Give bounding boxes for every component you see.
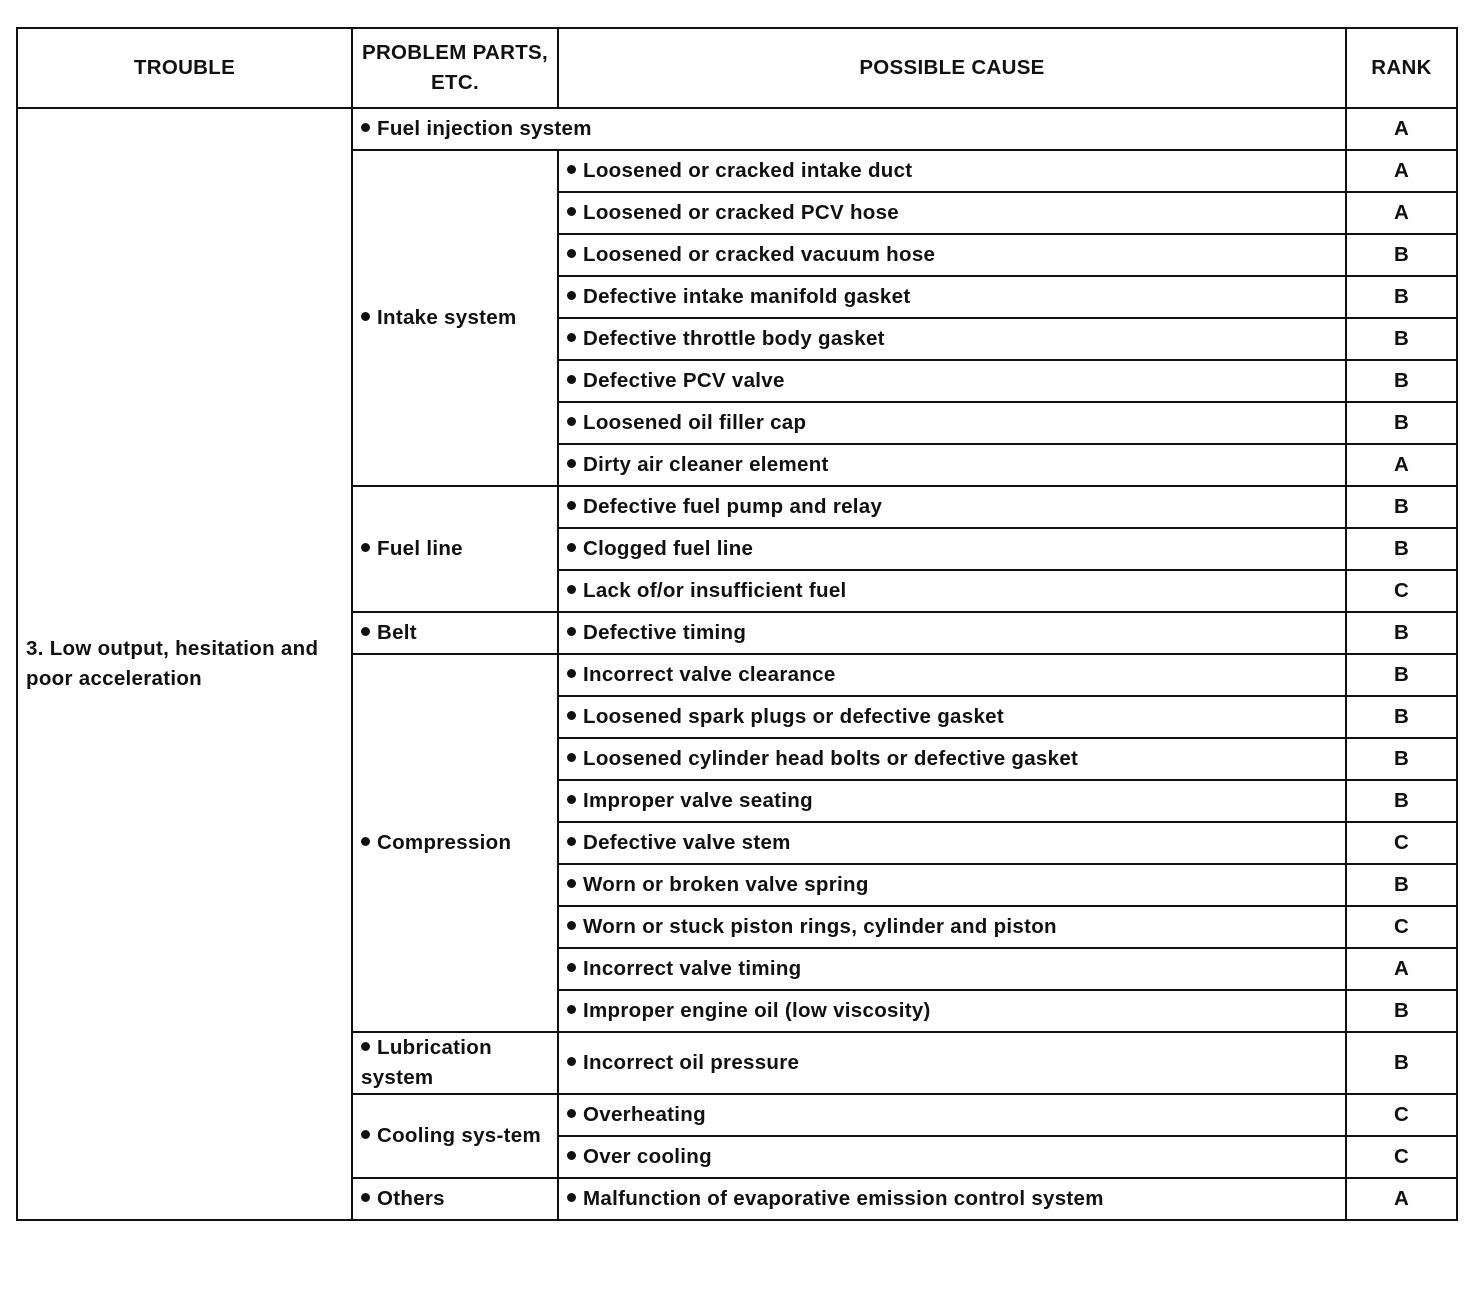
bullet-icon [567,333,576,342]
bullet-icon [567,249,576,258]
bullet-icon [567,795,576,804]
problem-part-label: Fuel injection system [377,117,592,140]
cause-cell [558,150,1346,192]
bullet-icon [567,879,576,888]
rank-cell: B [1346,318,1457,360]
rank-cell: B [1346,612,1457,654]
cause-cell [558,990,1346,1032]
cause-cell [558,696,1346,738]
cause-cell [558,234,1346,276]
cause-cell [558,738,1346,780]
header-problem-parts: PROBLEM PARTS, ETC. [352,28,558,108]
trouble-cell: 3. Low output, hesitation and poor acceleration [17,108,352,1220]
bullet-icon [567,837,576,846]
problem-part-label: Others [377,1187,445,1210]
rank-cell: B [1346,276,1457,318]
cause-label: Overheating [583,1103,706,1126]
bullet-icon [567,711,576,720]
problem-part-label: Intake system [377,306,517,329]
rank-cell: B [1346,234,1457,276]
cause-cell [558,612,1346,654]
cause-label: Dirty air cleaner element [583,453,829,476]
cause-cell [558,948,1346,990]
rank-cell: A [1346,150,1457,192]
cause-label: Loosened oil filler cap [583,411,807,434]
cause-label: Over cooling [583,1145,712,1168]
problem-part-cooling-sys-tem [352,1094,558,1178]
cause-label: Worn or broken valve spring [583,873,869,896]
cause-label: Defective valve stem [583,831,791,854]
bullet-icon [567,459,576,468]
rank-cell: C [1346,1094,1457,1136]
rank-cell: B [1346,486,1457,528]
rank-cell: B [1346,864,1457,906]
problem-part-fuel-injection-system [352,108,1346,150]
cause-cell [558,318,1346,360]
cause-label: Loosened spark plugs or defective gasket [583,705,1004,728]
rank-cell: B [1346,360,1457,402]
cause-cell [558,780,1346,822]
cause-label: Incorrect oil pressure [583,1051,800,1074]
header-row [17,28,1457,108]
cause-cell [558,402,1346,444]
problem-part-fuel-line [352,486,558,612]
cause-label: Malfunction of evaporative emission control system [583,1187,1104,1210]
bullet-icon [567,1193,576,1202]
bullet-icon [567,417,576,426]
bullet-icon [567,375,576,384]
rank-cell: A [1346,108,1457,150]
problem-part-lubrication-system [352,1032,558,1094]
cause-cell [558,1136,1346,1178]
problem-part-intake-system [352,150,558,486]
cause-cell [558,444,1346,486]
cause-cell [558,1032,1346,1094]
cause-label: Defective fuel pump and relay [583,495,883,518]
cause-label: Defective throttle body gasket [583,327,885,350]
problem-part-label: Fuel line [377,537,463,560]
problem-part-label: Compression [377,831,512,854]
cause-cell [558,654,1346,696]
bullet-icon [361,1042,370,1051]
rank-cell: B [1346,1032,1457,1094]
bullet-icon [361,1193,370,1202]
bullet-icon [567,669,576,678]
bullet-icon [567,585,576,594]
bullet-icon [361,1130,370,1139]
bullet-icon [567,963,576,972]
table-row [17,108,1457,150]
cause-cell [558,276,1346,318]
bullet-icon [567,627,576,636]
bullet-icon [361,123,370,132]
cause-cell [558,570,1346,612]
cause-label: Loosened or cracked PCV hose [583,201,899,224]
cause-label: Incorrect valve clearance [583,663,836,686]
table-body [17,108,1457,1220]
cause-cell [558,192,1346,234]
cause-label: Loosened cylinder head bolts or defective gasket [583,747,1079,770]
cause-label: Clogged fuel line [583,537,754,560]
rank-cell: B [1346,654,1457,696]
problem-part-others [352,1178,558,1220]
bullet-icon [567,165,576,174]
bullet-icon [567,1151,576,1160]
cause-label: Defective intake manifold gasket [583,285,911,308]
cause-label: Loosened or cracked intake duct [583,159,913,182]
rank-cell: A [1346,1178,1457,1220]
table-header [17,28,1457,108]
cause-cell [558,906,1346,948]
bullet-icon [567,753,576,762]
header-trouble: TROUBLE [17,28,352,108]
rank-cell: C [1346,906,1457,948]
problem-part-label: Cooling sys-tem [377,1124,541,1147]
header-possible-cause: POSSIBLE CAUSE [558,28,1346,108]
cause-label: Worn or stuck piston rings, cylinder and piston [583,915,1057,938]
bullet-icon [361,543,370,552]
cause-cell [558,1094,1346,1136]
rank-cell: A [1346,192,1457,234]
cause-cell [558,864,1346,906]
bullet-icon [567,1109,576,1118]
rank-cell: A [1346,444,1457,486]
cause-label: Defective PCV valve [583,369,785,392]
cause-cell [558,528,1346,570]
cause-label: Improper valve seating [583,789,813,812]
cause-label: Lack of/or insufficient fuel [583,579,847,602]
trouble-table [16,27,1458,1221]
bullet-icon [361,312,370,321]
bullet-icon [361,627,370,636]
cause-label: Incorrect valve timing [583,957,802,980]
bullet-icon [567,921,576,930]
cause-label: Defective timing [583,621,747,644]
rank-cell: B [1346,528,1457,570]
cause-cell [558,1178,1346,1220]
bullet-icon [567,1005,576,1014]
rank-cell: A [1346,948,1457,990]
bullet-icon [361,837,370,846]
bullet-icon [567,291,576,300]
cause-label: Improper engine oil (low viscosity) [583,999,931,1022]
rank-cell: C [1346,1136,1457,1178]
problem-part-label: Lubrication system [361,1036,492,1089]
bullet-icon [567,207,576,216]
bullet-icon [567,543,576,552]
cause-cell [558,360,1346,402]
problem-part-belt [352,612,558,654]
cause-cell [558,822,1346,864]
rank-cell: C [1346,570,1457,612]
rank-cell: C [1346,822,1457,864]
header-rank: RANK [1346,28,1457,108]
cause-cell [558,486,1346,528]
rank-cell: B [1346,696,1457,738]
bullet-icon [567,501,576,510]
bullet-icon [567,1057,576,1066]
rank-cell: B [1346,402,1457,444]
cause-label: Loosened or cracked vacuum hose [583,243,936,266]
rank-cell: B [1346,738,1457,780]
problem-part-label: Belt [377,621,417,644]
problem-part-compression [352,654,558,1032]
rank-cell: B [1346,990,1457,1032]
rank-cell: B [1346,780,1457,822]
